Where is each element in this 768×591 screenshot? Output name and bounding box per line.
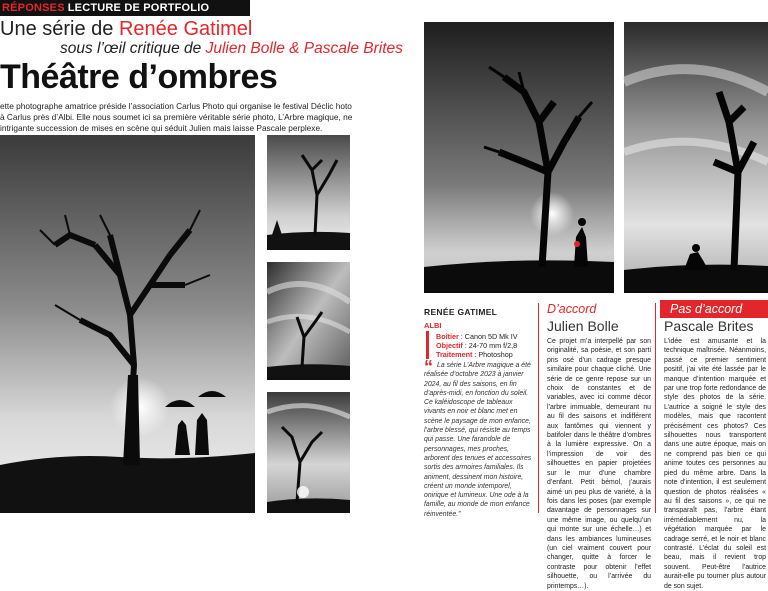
photo-small-1 bbox=[267, 135, 350, 250]
julien-review-text: Ce projet m’a interpellé par son originalité, sa poésie, et son parti pris osé d’un cadrage presque similaire pour chaque cliché. Une série de ce genre repose sur un choix de constantes et de variables, avec ici comme décor l’arbre immuable, demeurant nu au fil des saisons et indifférent aux fantômes qui viennent y batifoler dans le théâtre d’ombres à la lumière expressive. On a l’impression de voir des silhouettes en papier projetées sur le mur d’une chambre d’enfant. Petit bémol, j’aurais aimé un peu plus de variété, à la fois dans les poses (par exemple davantage de personnages sur une même image, ou quelqu’un qui monte sur une échelle…) et dans les ambiances lumineuses (un ciel vraiment couvert pour changer, quitte à forcer le contraste pour obtenir l’effet silhouette, ou l’arrivée du printemps…). bbox=[547, 338, 651, 590]
photo-right-1 bbox=[424, 22, 614, 293]
equipment-label: Boîtier bbox=[436, 332, 459, 341]
equipment-value: 24-70 mm f/2,8 bbox=[468, 341, 518, 350]
column-divider bbox=[655, 303, 656, 513]
equipment-value: Photoshop bbox=[478, 350, 513, 359]
julien-name: Julien Bolle bbox=[547, 318, 619, 334]
page-title: Théâtre d’ombres bbox=[0, 58, 278, 96]
equipment-label: Objectif bbox=[436, 341, 463, 350]
photographer-city: ALBI bbox=[424, 321, 442, 330]
series-byline bbox=[0, 18, 252, 41]
author-name: Renée Gatimel bbox=[118, 18, 253, 40]
tree-sunburst-figure-photo bbox=[267, 392, 350, 513]
critics-byline bbox=[60, 40, 403, 58]
julien-verdict-heading: D’accord bbox=[547, 302, 597, 316]
pascale-review-text: L’idée est amusante et la technique maîtrisée. Néanmoins, passé ce premier sentiment positif, j’ai vite été lassée par le manque d’intention marquée et par une trop forte redondance de style des photos de la série. L’autrice a soigné le style des modèles, mais que racontent précisément ces photos? Ces silhouettes nous transportent dans une autre époque, mais on ne comprend pas bien ce qui anime toutes ces personnes au pied du même arbre. Dans la note d’intention, il est seulement question de photos réalisées « au fil des saisons », ce qui ne transparaît pas, l’arbre étant irrémédiablement nu, la végétation marquée par le cadrage serré, et le noir et blanc contrasté. L’éclat du soleil est beau, mais il revient trop souvent. Peut-être l’autrice aurait-elle pu tourner plus autour de son sujet. bbox=[664, 338, 766, 590]
equipment-label: Traitement bbox=[436, 350, 473, 359]
critics-prefix: sous l’œil critique de bbox=[60, 40, 206, 57]
byline-prefix: Une série de bbox=[0, 18, 119, 40]
equipment-lens: Objectif : 24-70 mm f/2,8 bbox=[436, 341, 518, 350]
tree-sun-figure-lantern-photo bbox=[424, 22, 614, 293]
silhouette-tree-photo bbox=[267, 135, 350, 250]
section-label: RÉPONSES bbox=[2, 2, 65, 14]
cloudy-sky-tree-photo bbox=[267, 262, 350, 380]
photographer-name: RENÉE GATIMEL bbox=[424, 307, 498, 317]
photo-right-2 bbox=[624, 22, 768, 293]
photo-main bbox=[0, 135, 255, 513]
pascale-name: Pascale Brites bbox=[664, 318, 754, 334]
section-sub: LECTURE DE PORTFOLIO bbox=[67, 2, 210, 14]
critics-names: Julien Bolle & Pascale Brites bbox=[205, 40, 403, 57]
photo-small-2 bbox=[267, 262, 350, 380]
artist-statement: La série L’Arbre magique a été réalisée d’octobre 2023 à janvier 2024, au fil des saisons, en fin d’après-midi, en fonction du soleil. Ce kaléidoscope de tableaux vivants en noir et blanc met en scène le paysage de mon enfance, l’arbre blessé, qui résiste au temps qui passe. Une farandole de personnages, mes proches, arborent des tenues et accessoires sortis des armoires familiales. Ils animent, dessinent mon histoire, créent un monde intemporel, onirique et lumineux. Une ode à la famille, au monde de mon enfance réinventée.” bbox=[424, 362, 532, 518]
equipment-accent-bar bbox=[426, 331, 429, 359]
equipment-value: Canon 5D Mk IV bbox=[464, 332, 518, 341]
silhouette-tree-couple-umbrellas-photo bbox=[0, 135, 255, 513]
equipment-processing: Traitement : Photoshop bbox=[436, 350, 513, 359]
equipment-body: Boîtier : Canon 5D Mk IV bbox=[436, 332, 518, 341]
pascale-verdict-heading: Pas d’accord bbox=[670, 302, 743, 316]
tree-crouching-figure-photo bbox=[624, 22, 768, 293]
section-header bbox=[0, 0, 250, 16]
column-divider bbox=[538, 303, 539, 513]
photo-small-3 bbox=[267, 392, 350, 513]
quote-mark: “ bbox=[424, 357, 433, 377]
intro-paragraph: ette photographe amatrice préside l’association Carlus Photo qui organise le festival Déclic hoto à Carlus près d’Albi. Elle nous soumet ici sa première véritable série photo, L’Arbre magique, ne intrigante succession de mises en scène qui séduit Julien mais laisse Pascale perplexe. bbox=[0, 101, 353, 134]
